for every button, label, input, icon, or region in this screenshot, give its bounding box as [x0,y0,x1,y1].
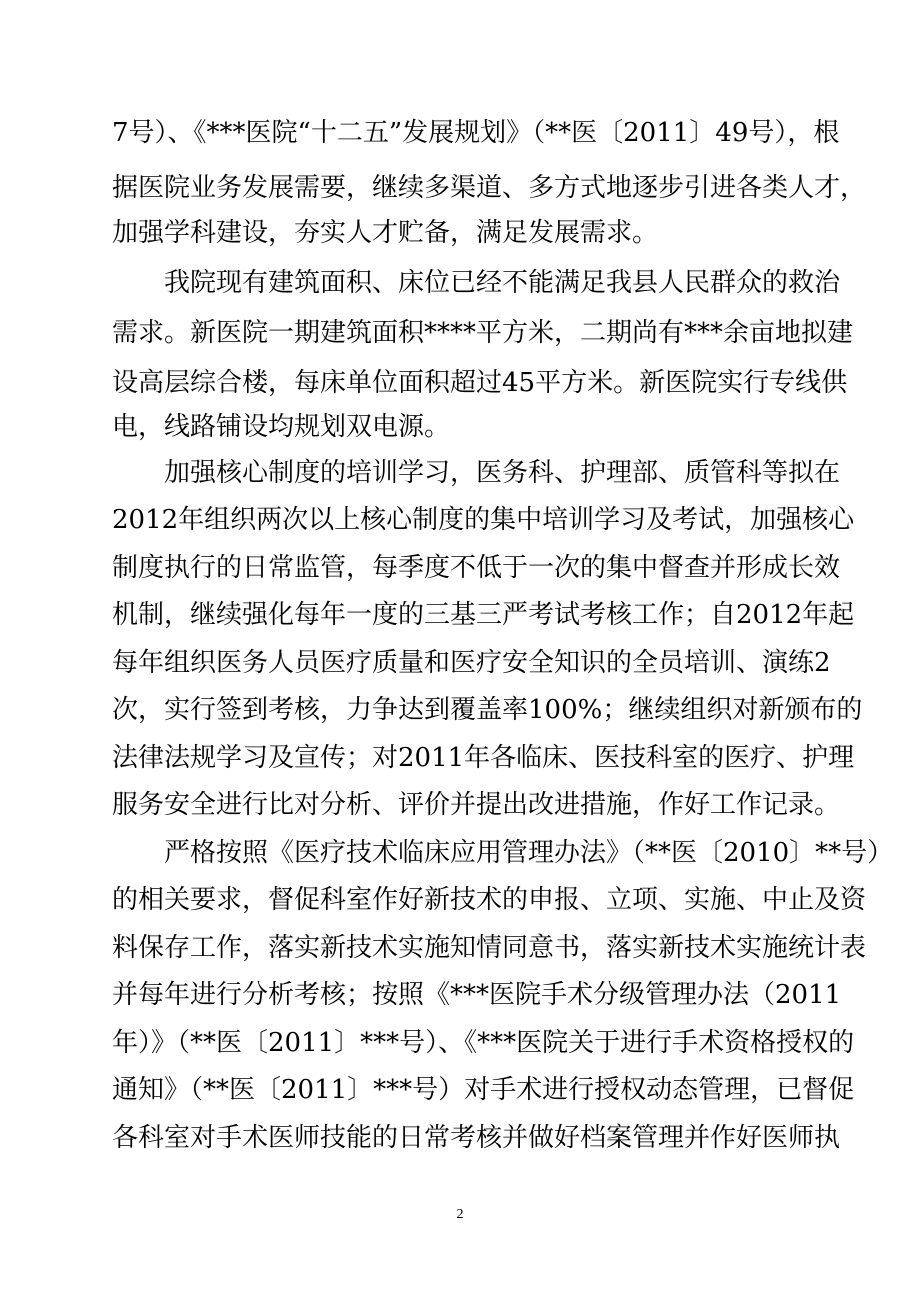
paragraph-line: 设高层综合楼，每床单位面积超过45平方米。新医院实行专线供 [112,368,848,398]
paragraph-line: 每年组织医务人员医疗质量和医疗安全知识的全员培训、演练2 [112,648,831,678]
paragraph-line: 2012年组织两次以上核心制度的集中培训学习及考试，加强核心 [112,505,855,535]
paragraph-line: 各科室对手术医师技能的日常考核并做好档案管理并作好医师执 [112,1123,841,1153]
paragraph-line: 加强学科建设，夯实人才贮备，满足发展需求。 [112,218,659,248]
paragraph-line: 通知》（**医〔2011〕***号）对手术进行授权动态管理，已督促 [112,1075,855,1105]
paragraph-line: 需求。新医院一期建筑面积****平方米，二期尚有***余亩地拟建 [112,318,854,348]
paragraph-line: 服务安全进行比对分析、评价并提出改进措施，作好工作记录。 [112,790,841,820]
paragraph-line: 法律法规学习及宣传；对2011年各临床、医技科室的医疗、护理 [112,743,855,773]
paragraph-line: 年）》（**医〔2011〕***号）、《***医院关于进行手术资格授权的 [112,1028,855,1058]
paragraph-line: 据医院业务发展需要，继续多渠道、多方式地逐步引进各类人才， [112,173,867,203]
page-number: 2 [456,1207,464,1222]
paragraph-line: 并每年进行分析考核；按照《***医院手术分级管理办法（2011 [112,980,842,1010]
paragraph-line: 我院现有建筑面积、床位已经不能满足我县人民群众的救治 [164,268,841,298]
paragraph-line: 7号）、《***医院“十二五”发展规划》（**医〔2011〕49号），根 [112,118,840,148]
paragraph-line: 机制，继续强化每年一度的三基三严考试考核工作；自2012年起 [112,600,855,630]
paragraph-line: 次，实行签到考核，力争达到覆盖率100%；继续组织对新颁布的 [112,695,863,725]
paragraph-line: 严格按照《医疗技术临床应用管理办法》（**医〔2010〕**号） [164,838,894,868]
paragraph-line: 料保存工作，落实新技术实施知情同意书，落实新技术实施统计表 [112,933,867,963]
paragraph-line: 制度执行的日常监管，每季度不低于一次的集中督查并形成长效 [112,553,841,583]
paragraph-line: 的相关要求，督促科室作好新技术的申报、立项、实施、中止及资 [112,885,867,915]
paragraph-line: 电，线路铺设均规划双电源。 [112,412,451,442]
paragraph-line: 加强核心制度的培训学习，医务科、护理部、质管科等拟在 [164,458,841,488]
